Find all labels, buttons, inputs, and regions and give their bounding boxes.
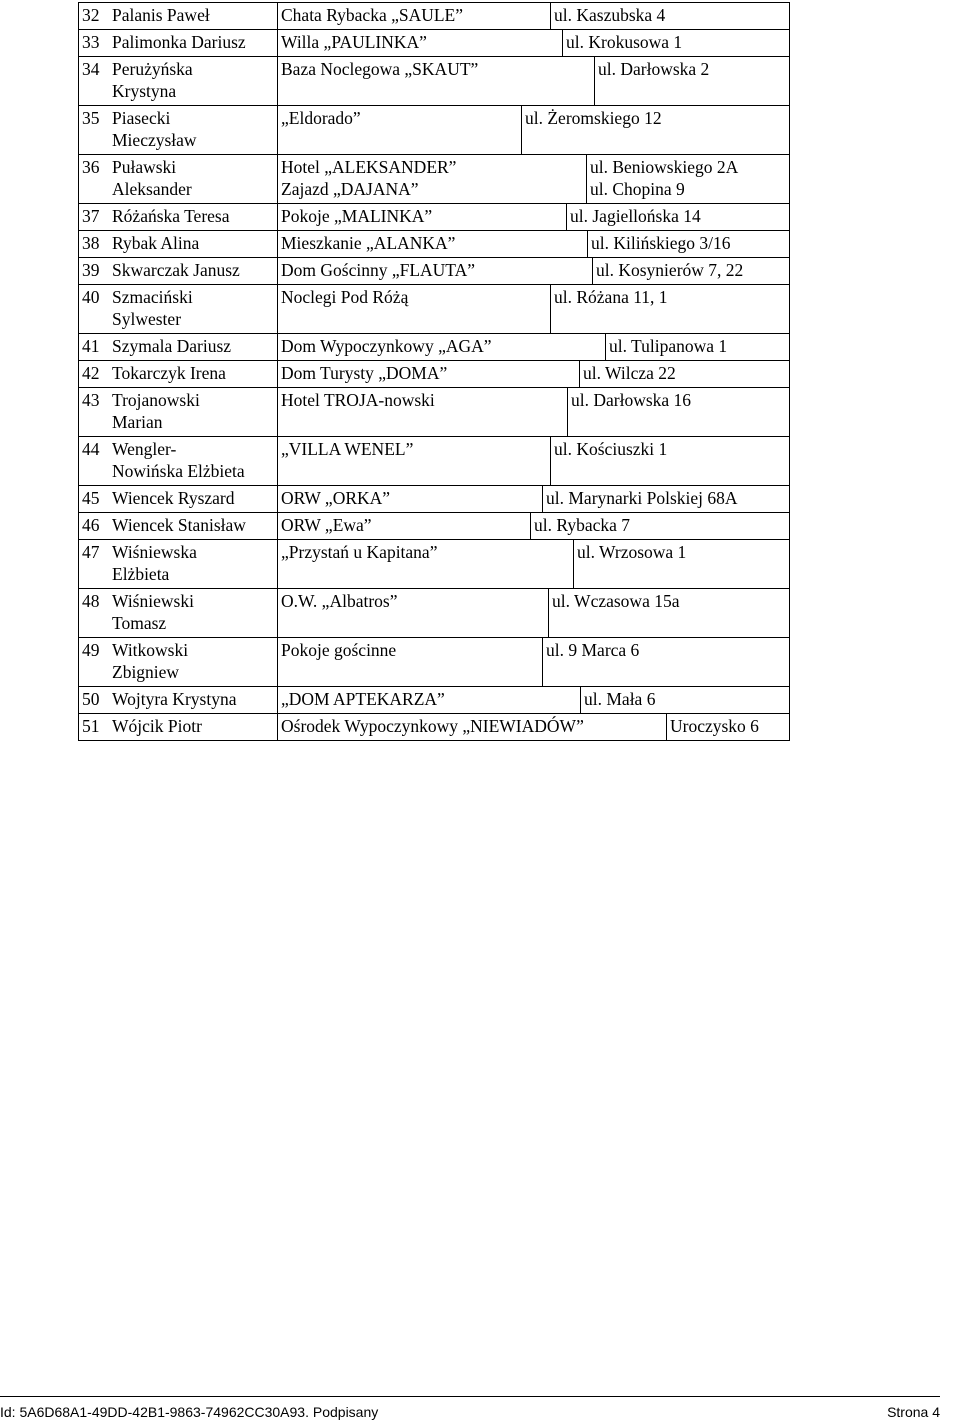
row-number: 51 [82,716,100,736]
place-name-cell [277,56,595,106]
place-name-cell [277,105,522,155]
address: ul. 9 Marca 6 [546,640,640,660]
address: ul. Kościuszki 1 [554,439,668,459]
owner-name-line: Zbigniew [112,662,180,682]
owner-name-line: Wiśniewski [112,591,194,611]
owner-name [112,688,236,710]
owner-name-line: Wójcik Piotr [112,716,202,736]
address: ul. Jagiellońska 14 [570,206,701,226]
address-cell [594,56,790,106]
address: ul. Kilińskiego 3/16 [591,233,731,253]
row-number: 32 [82,5,100,25]
owner-name-line: Witkowski [112,640,189,660]
owner-name-line: Palimonka Dariusz [112,32,246,52]
row-number: 34 [82,59,100,79]
owner-name [112,514,246,536]
place-name: Mieszkanie „ALANKA” [281,233,456,253]
address: ul. Różana 11, 1 [554,287,668,307]
table-row [78,333,790,361]
owner-cell [78,686,278,714]
place-name-cell [277,360,580,388]
owner-name-line: Palanis Paweł [112,5,210,25]
owner-cell [78,360,278,388]
owner-cell [78,333,278,361]
row-number: 45 [82,488,100,508]
table-row [78,387,790,437]
place-name-cell [277,512,531,540]
place-name: Baza Noclegowa „SKAUT” [281,59,479,79]
table-row [78,539,790,589]
address-cell [550,2,790,30]
owner-name-line: Wiencek Stanisław [112,515,246,535]
page-footer [0,1396,940,1421]
place-name-cell [277,686,581,714]
address: ul. Wczasowa 15a [552,591,680,611]
owner-name-line: Sylwester [112,309,182,329]
place-name: Pokoje „MALINKA” [281,206,433,226]
owner-name-line: Krystyna [112,81,177,101]
address-cell [580,686,790,714]
row-number: 40 [82,287,100,307]
address: ul. Wrzosowa 1 [577,542,687,562]
address-cell [567,387,790,437]
table-row [78,436,790,486]
address-cell [548,588,790,638]
address: ul. Kosynierów 7, 22 [596,260,744,280]
owner-name-line: Skwarczak Janusz [112,260,240,280]
owner-cell [78,284,278,334]
owner-cell [78,713,278,741]
row-number: 39 [82,260,100,280]
place-name-cell [277,387,568,437]
owner-name [112,389,200,433]
owner-cell [78,485,278,513]
place-name-cell [277,284,551,334]
owner-name [112,590,194,634]
owner-cell [78,2,278,30]
address: ul. Krokusowa 1 [566,32,683,52]
address-cell [550,436,790,486]
place-name-cell [277,485,543,513]
place-name: Pokoje gościnne [281,640,397,660]
row-number: 35 [82,108,100,128]
place-name-cell [277,230,588,258]
owner-name-line: Trojanowski [112,390,200,410]
address-cell [530,512,790,540]
address: ul. Kaszubska 4 [554,5,666,25]
owner-name [112,156,192,200]
address-cell [566,203,790,231]
table-row [78,713,790,741]
place-name: „Przystań u Kapitana” [281,542,438,562]
address: ul. Tulipanowa 1 [609,336,728,356]
owner-cell [78,56,278,106]
place-name: Willa „PAULINKA” [281,32,427,52]
owner-name [112,58,193,102]
place-name: „VILLA WENEL” [281,439,414,459]
place-name-cell [277,2,551,30]
place-name-cell [277,436,551,486]
table-row [78,360,790,388]
row-number: 36 [82,157,100,177]
table-row [78,2,790,30]
address-cell [605,333,790,361]
table-row [78,154,790,204]
address-cell [666,713,790,741]
table-row [78,257,790,285]
owner-name-line: Aleksander [112,179,192,199]
owner-name [112,286,193,330]
table-row [78,29,790,57]
place-name-cell [277,713,667,741]
address-cell [542,637,790,687]
address-cell [521,105,790,155]
row-number: 46 [82,515,100,535]
owner-name [112,107,197,151]
owner-name-line: Elżbieta [112,564,170,584]
lodging-table [78,3,790,741]
owner-name-line: Różańska Teresa [112,206,230,226]
place-name-cell [277,333,606,361]
owner-name-line: Piasecki [112,108,171,128]
address: ul. Marynarki Polskiej 68A [546,488,738,508]
address: ul. Rybacka 7 [534,515,631,535]
owner-name-line: Puławski [112,157,177,177]
owner-name-line: Tomasz [112,613,167,633]
owner-cell [78,387,278,437]
table-row [78,203,790,231]
owner-name [112,438,245,482]
owner-name-line: Rybak Alina [112,233,200,253]
row-number: 42 [82,363,100,383]
owner-name [112,715,202,737]
owner-name-line: Wengler- [112,439,177,459]
owner-name [112,639,188,683]
page-number: Strona 4 [887,1404,940,1420]
place-name: Chata Rybacka „SAULE” [281,5,464,25]
owner-name-line: Wojtyra Krystyna [112,689,237,709]
address: ul. Wilcza 22 [583,363,676,383]
place-name-cell [277,257,593,285]
address-cell [573,539,790,589]
owner-name [112,259,240,281]
address: ul. Darłowska 2 [598,59,710,79]
table-row [78,284,790,334]
owner-name [112,232,199,254]
place-name: „DOM APTEKARZA” [281,689,445,709]
place-name: ORW „Ewa” [281,515,372,535]
owner-cell [78,105,278,155]
place-name: Dom Wypoczynkowy „AGA” [281,336,492,356]
owner-name [112,487,235,509]
owner-name-line: Szmaciński [112,287,193,307]
address-cell [542,485,790,513]
address-cell [586,154,790,204]
place-name: „Eldorado” [281,108,361,128]
owner-name-line: Perużyńska [112,59,193,79]
owner-cell [78,230,278,258]
owner-name [112,335,231,357]
owner-cell [78,637,278,687]
row-number: 43 [82,390,100,410]
owner-name-line: Wiśniewska [112,542,197,562]
owner-name [112,205,230,227]
row-number: 44 [82,439,100,459]
owner-cell [78,257,278,285]
row-number: 38 [82,233,100,253]
address: ul. Darłowska 16 [571,390,692,410]
owner-cell [78,29,278,57]
owner-name-line: Szymala Dariusz [112,336,232,356]
owner-name-line: Nowińska Elżbieta [112,461,245,481]
table-row [78,637,790,687]
place-name-cell [277,29,563,57]
place-name-cell [277,154,587,204]
row-number: 49 [82,640,100,660]
place-name: ORW „ORKA” [281,488,391,508]
row-number: 41 [82,336,100,356]
owner-name-line: Marian [112,412,163,432]
row-number: 48 [82,591,100,611]
owner-cell [78,539,278,589]
address: ul. Żeromskiego 12 [525,108,662,128]
address-cell [579,360,790,388]
owner-name [112,362,226,384]
place-name-cell [277,539,574,589]
address: ul. Mała 6 [584,689,656,709]
owner-name [112,541,197,585]
place-name-cell [277,637,543,687]
place-name: Dom Gościnny „FLAUTA” [281,260,475,280]
address-cell [587,230,790,258]
table-row [78,512,790,540]
place-name: Hotel TROJA-nowski [281,390,435,410]
owner-cell [78,512,278,540]
table-row [78,485,790,513]
table-row [78,230,790,258]
address: ul. Beniowskiego 2A [590,157,739,177]
place-name: Hotel „ALEKSANDER” [281,157,457,177]
table-row [78,105,790,155]
place-name-cell [277,203,567,231]
place-name: O.W. „Albatros” [281,591,398,611]
owner-name-line: Wiencek Ryszard [112,488,235,508]
place-name: Dom Turysty „DOMA” [281,363,448,383]
owner-name [112,31,246,53]
place-name: Zajazd „DAJANA” [281,179,419,199]
address: Uroczysko 6 [670,716,759,736]
place-name: Noclegi Pod Różą [281,287,409,307]
owner-cell [78,154,278,204]
row-number: 50 [82,689,100,709]
address-cell [550,284,790,334]
address-cell [592,257,790,285]
table-row [78,686,790,714]
owner-cell [78,436,278,486]
row-number: 37 [82,206,100,226]
owner-cell [78,588,278,638]
table-row [78,56,790,106]
place-name: Ośrodek Wypoczynkowy „NIEWIADÓW” [281,716,584,736]
address-cell [562,29,790,57]
place-name-cell [277,588,549,638]
owner-name [112,4,210,26]
document-id: Id: 5A6D68A1-49DD-42B1-9863-74962CC30A93. Podpisany [0,1404,379,1420]
row-number: 47 [82,542,100,562]
owner-name-line: Mieczysław [112,130,197,150]
owner-cell [78,203,278,231]
row-number: 33 [82,32,100,52]
table-row [78,588,790,638]
address: ul. Chopina 9 [590,179,685,199]
owner-name-line: Tokarczyk Irena [112,363,226,383]
